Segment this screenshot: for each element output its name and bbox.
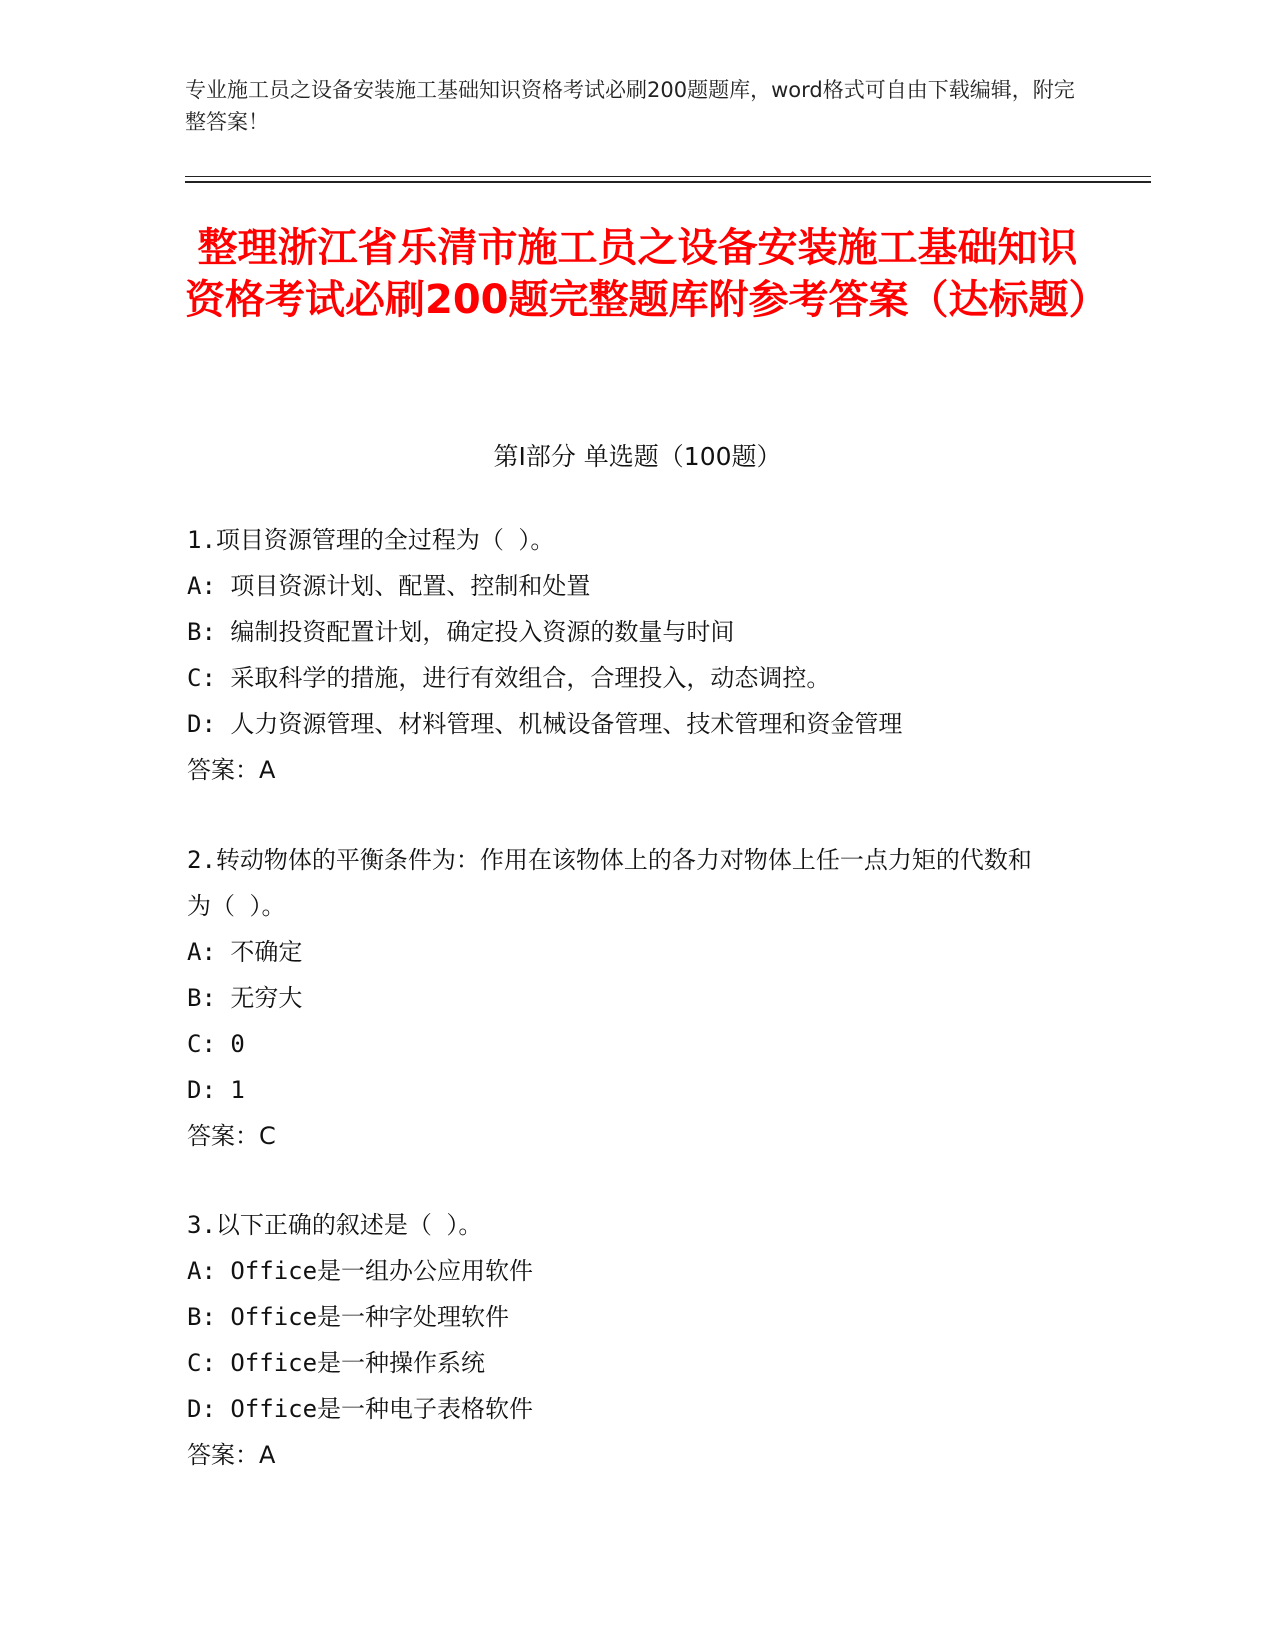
option-b: B: 无穷大 xyxy=(187,984,303,1012)
answer: 答案：A xyxy=(187,756,276,784)
answer: 答案：C xyxy=(187,1122,276,1150)
section-heading: 第Ⅰ部分 单选题（100题） xyxy=(493,442,782,471)
option-a: A: 不确定 xyxy=(187,938,303,966)
option-b: B: 编制投资配置计划，确定投入资源的数量与时间 xyxy=(187,618,735,646)
option-d: D: Office是一种电子表格软件 xyxy=(187,1395,534,1423)
option-a: A: 项目资源计划、配置、控制和处置 xyxy=(187,572,591,600)
document-title: 整理浙江省乐清市施工员之设备安装施工基础知识资格考试必刷200题完整题库附参考答案（达标题） xyxy=(185,225,1109,323)
option-d: D: 1 xyxy=(187,1076,245,1104)
option-c: C: 采取科学的措施，进行有效组合，合理投入，动态调控。 xyxy=(187,664,831,692)
option-d: D: 人力资源管理、材料管理、机械设备管理、技术管理和资金管理 xyxy=(187,710,903,738)
option-a: A: Office是一组办公应用软件 xyxy=(187,1257,534,1285)
question-3 xyxy=(187,1202,1087,1478)
header-note: 专业施工员之设备安装施工基础知识资格考试必刷200题题库，word格式可自由下载编辑，附完整答案！ xyxy=(185,78,1075,134)
question-1 xyxy=(187,517,1087,793)
question-stem: 2.转动物体的平衡条件为：作用在该物体上的各力对物体上任一点力矩的代数和为（ ）。 xyxy=(187,846,1032,920)
question-stem: 3.以下正确的叙述是（ ）。 xyxy=(187,1211,483,1239)
option-c: C: Office是一种操作系统 xyxy=(187,1349,486,1377)
header-divider-thick xyxy=(185,181,1151,183)
option-c: C: 0 xyxy=(187,1030,245,1058)
question-2 xyxy=(187,837,1087,1159)
question-stem: 1.项目资源管理的全过程为（ ）。 xyxy=(187,526,555,554)
answer: 答案：A xyxy=(187,1441,276,1469)
option-b: B: Office是一种字处理软件 xyxy=(187,1303,510,1331)
header-divider-thin xyxy=(185,176,1151,177)
